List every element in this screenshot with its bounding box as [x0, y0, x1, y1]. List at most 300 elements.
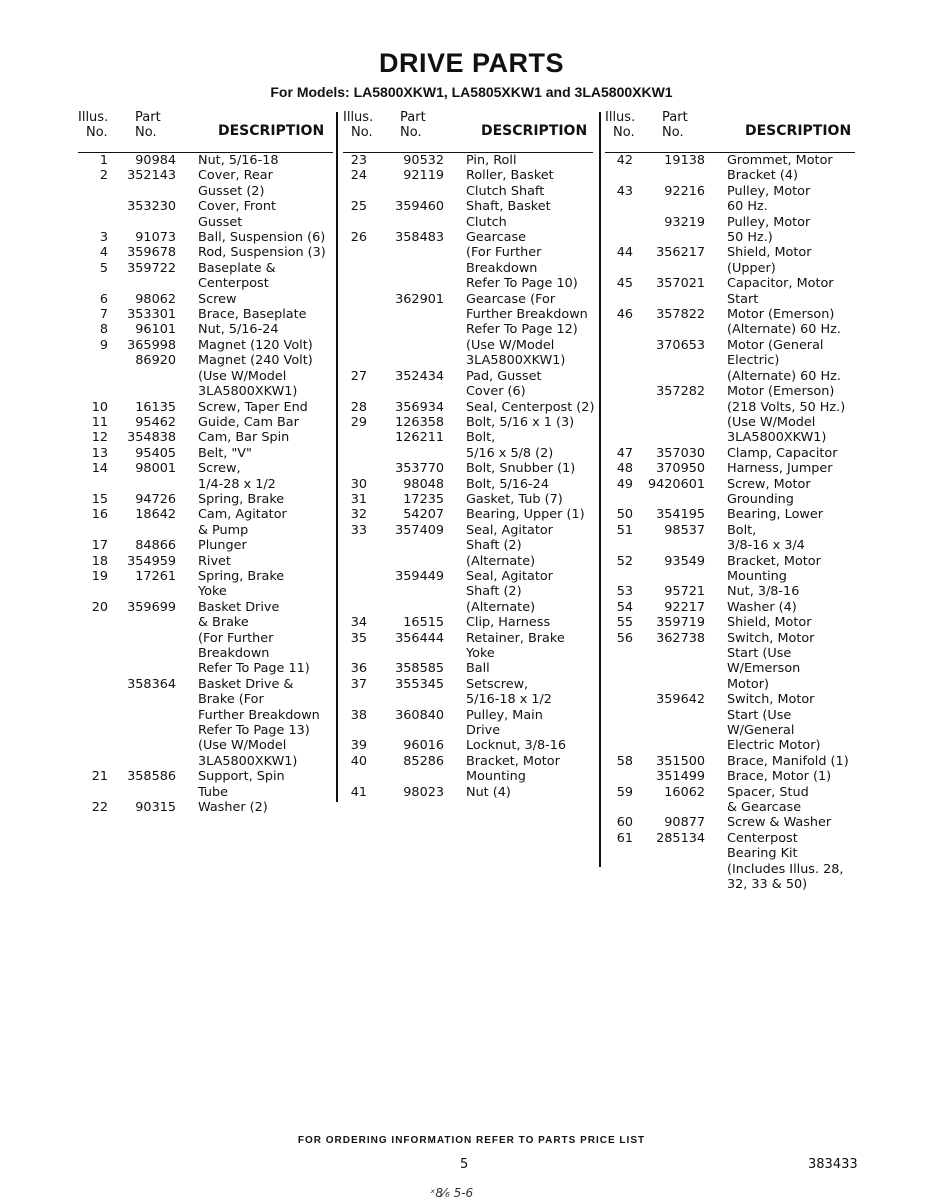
part-description: Screw, Motor: [727, 476, 811, 492]
part-description: Mounting: [466, 769, 526, 785]
part-description: Bolt, Snubber (1): [466, 461, 576, 477]
parts-row: [605, 569, 855, 584]
header-part: Part No.: [662, 110, 688, 140]
illus-number: [78, 199, 108, 214]
part-description: Baseplate &: [198, 260, 276, 276]
illus-number: 2: [99, 168, 108, 184]
part-number: [633, 846, 705, 861]
part-description: Brake (For: [198, 692, 264, 708]
illus-number: [78, 184, 108, 199]
parts-row: [78, 353, 333, 368]
part-description: Centerpost: [727, 830, 798, 846]
illus-number: 8: [99, 322, 108, 338]
illus-number: [78, 523, 108, 538]
parts-row: [343, 477, 593, 492]
parts-row: [78, 492, 333, 507]
part-number: [108, 276, 176, 291]
parts-row: [343, 538, 593, 553]
parts-row: [343, 199, 593, 214]
parts-column-1: [78, 110, 333, 815]
part-description: Bearing Kit: [727, 846, 798, 862]
parts-row: [605, 738, 855, 753]
parts-row: [343, 754, 593, 769]
illus-number: [605, 384, 633, 399]
parts-row: [605, 307, 855, 322]
part-number: [108, 692, 176, 707]
parts-row: [78, 261, 333, 276]
part-description: Harness, Jumper: [727, 461, 833, 477]
illus-number: [343, 261, 367, 276]
parts-row: [78, 723, 333, 738]
column-body: [78, 153, 333, 815]
illus-number: [343, 353, 367, 368]
part-number: [108, 215, 176, 230]
part-number: [367, 646, 444, 661]
part-description: Ball: [466, 661, 490, 677]
part-description: Brace, Manifold (1): [727, 753, 849, 769]
part-number: [367, 692, 444, 707]
illus-number: 13: [91, 445, 108, 461]
parts-row: [343, 723, 593, 738]
part-description: Motor (Emerson): [727, 307, 835, 323]
parts-row: [78, 507, 333, 522]
illus-number: [605, 338, 633, 353]
part-description: Belt, "V": [198, 445, 252, 461]
part-number: [108, 723, 176, 738]
part-description: Clamp, Capacitor: [727, 445, 838, 461]
part-description: (218 Volts, 50 Hz.): [727, 399, 846, 415]
parts-row: [605, 384, 855, 399]
parts-row: [343, 461, 593, 476]
illus-number: 61: [616, 830, 633, 846]
part-description: Cover, Front: [198, 199, 276, 215]
column-body: [605, 153, 855, 893]
parts-row: [343, 415, 593, 430]
part-number: [633, 400, 705, 415]
illus-number: 32: [350, 507, 367, 523]
parts-row: [605, 430, 855, 445]
illus-number: 5: [99, 260, 108, 276]
part-description: Magnet (120 Volt): [198, 337, 313, 353]
parts-row: [605, 168, 855, 183]
parts-row: [78, 554, 333, 569]
part-number: 353230: [127, 199, 176, 215]
part-number: 98537: [664, 522, 705, 538]
parts-row: [343, 569, 593, 584]
illus-number: [605, 430, 633, 445]
parts-row: [343, 523, 593, 538]
part-description: Refer To Page 11): [198, 661, 310, 677]
part-number: 358585: [395, 661, 444, 677]
illus-number: [605, 677, 633, 692]
illus-number: 19: [91, 568, 108, 584]
parts-row: [78, 153, 333, 168]
part-number: 90877: [664, 815, 705, 831]
part-number: 86920: [135, 353, 176, 369]
part-description: Nut, 3/8-16: [727, 584, 800, 600]
part-description: Support, Spin: [198, 769, 285, 785]
illus-number: [605, 168, 633, 183]
part-description: Plunger: [198, 538, 247, 554]
illus-number: [605, 846, 633, 861]
illus-number: 45: [616, 276, 633, 292]
part-description: Yoke: [198, 584, 227, 600]
part-description: Guide, Cam Bar: [198, 414, 299, 430]
part-description: Clutch: [466, 214, 507, 230]
parts-row: [605, 661, 855, 676]
part-description: Pulley, Motor: [727, 183, 811, 199]
part-number: 359642: [656, 692, 705, 708]
illus-number: [605, 769, 633, 784]
part-number: [367, 584, 444, 599]
part-number: 354959: [127, 553, 176, 569]
part-description: Bracket (4): [727, 168, 798, 184]
part-number: 360840: [395, 707, 444, 723]
illus-number: [343, 600, 367, 615]
part-number: [633, 569, 705, 584]
part-description: Brace, Motor (1): [727, 769, 832, 785]
illus-number: [78, 677, 108, 692]
parts-row: [78, 708, 333, 723]
part-number: 92216: [664, 183, 705, 199]
illus-number: 21: [91, 769, 108, 785]
illus-number: 10: [91, 399, 108, 415]
parts-row: [78, 800, 333, 815]
part-description: Rod, Suspension (3): [198, 245, 326, 261]
part-number: 358586: [127, 769, 176, 785]
illus-number: [343, 384, 367, 399]
part-number: 54207: [403, 507, 444, 523]
parts-row: [78, 661, 333, 676]
part-description: (Alternate) 60 Hz.: [727, 322, 841, 338]
parts-row: [78, 477, 333, 492]
part-description: Brace, Baseplate: [198, 307, 307, 323]
parts-row: [78, 600, 333, 615]
part-number: 356934: [395, 399, 444, 415]
page-title: DRIVE PARTS: [378, 48, 565, 78]
parts-row: [605, 369, 855, 384]
parts-row: [343, 153, 593, 168]
illus-number: [343, 769, 367, 784]
part-number: [633, 708, 705, 723]
part-description: (Use W/Model: [198, 368, 287, 384]
illus-number: [78, 708, 108, 723]
part-description: Bracket, Motor: [727, 553, 821, 569]
part-number: [108, 184, 176, 199]
parts-row: [343, 584, 593, 599]
illus-number: 27: [350, 368, 367, 384]
part-description: Pin, Roll: [466, 153, 517, 168]
part-description: Breakdown: [198, 646, 270, 661]
part-number: [633, 661, 705, 676]
parts-row: [343, 554, 593, 569]
part-number: 285134: [656, 830, 705, 846]
illus-number: 22: [91, 800, 108, 816]
part-number: [108, 384, 176, 399]
part-number: [108, 477, 176, 492]
part-description: (Use W/Model: [466, 337, 555, 353]
parts-row: [605, 785, 855, 800]
illus-number: [78, 754, 108, 769]
part-number: 357822: [656, 307, 705, 323]
part-description: 3LA5800XKW1): [466, 353, 566, 369]
part-number: 16515: [403, 615, 444, 631]
parts-row: [78, 400, 333, 415]
illus-number: 17: [91, 538, 108, 554]
part-number: 357409: [395, 522, 444, 538]
part-description: (Includes Illus. 28,: [727, 861, 844, 877]
parts-row: [343, 677, 593, 692]
part-description: Pulley, Main: [466, 707, 543, 723]
parts-row: [78, 677, 333, 692]
parts-row: [605, 615, 855, 630]
parts-row: [78, 692, 333, 707]
parts-row: [605, 862, 855, 877]
parts-row: [605, 261, 855, 276]
part-number: 362738: [656, 630, 705, 646]
part-number: 98062: [135, 291, 176, 307]
part-number: 359699: [127, 599, 176, 615]
illus-number: [343, 276, 367, 291]
part-description: Centerpost: [198, 276, 269, 292]
part-number: [108, 708, 176, 723]
part-number: [367, 600, 444, 615]
illus-number: 38: [350, 707, 367, 723]
part-description: Shaft (2): [466, 538, 522, 554]
parts-row: [343, 230, 593, 245]
parts-row: [605, 153, 855, 168]
parts-row: [605, 708, 855, 723]
part-description: Breakdown: [466, 260, 538, 276]
part-description: Electric Motor): [727, 738, 821, 754]
part-description: Bolt, 5/16-24: [466, 476, 549, 492]
part-number: [633, 430, 705, 445]
part-number: [108, 785, 176, 800]
illus-number: [343, 692, 367, 707]
parts-row: [343, 276, 593, 291]
illus-number: 47: [616, 445, 633, 461]
part-number: 16062: [664, 784, 705, 800]
illus-number: 34: [350, 615, 367, 631]
column-header: [605, 110, 855, 153]
illus-number: 40: [350, 753, 367, 769]
parts-row: [605, 754, 855, 769]
illus-number: 41: [350, 784, 367, 800]
part-number: 358483: [395, 230, 444, 246]
part-number: [108, 646, 176, 661]
parts-row: [605, 831, 855, 846]
part-number: [367, 554, 444, 569]
parts-row: [605, 584, 855, 599]
part-number: [633, 199, 705, 214]
illus-number: [343, 338, 367, 353]
parts-row: [605, 292, 855, 307]
illus-number: 50: [616, 507, 633, 523]
illus-number: 18: [91, 553, 108, 569]
illus-number: 9: [99, 337, 108, 353]
parts-row: [78, 415, 333, 430]
part-number: 17261: [135, 568, 176, 584]
parts-row: [605, 353, 855, 368]
illus-number: [78, 661, 108, 676]
part-number: 354195: [656, 507, 705, 523]
parts-row: [343, 615, 593, 630]
part-number: [367, 353, 444, 368]
part-description: Motor (General: [727, 337, 824, 353]
part-number: [108, 523, 176, 538]
part-description: Motor (Emerson): [727, 384, 835, 400]
illus-number: [605, 569, 633, 584]
part-number: 352434: [395, 368, 444, 384]
part-number: [633, 723, 705, 738]
parts-row: [605, 338, 855, 353]
illus-number: [343, 292, 367, 307]
parts-row: [78, 446, 333, 461]
illus-number: 29: [350, 414, 367, 430]
illus-number: [605, 877, 633, 892]
parts-row: [78, 461, 333, 476]
part-number: [633, 168, 705, 183]
illus-number: [343, 215, 367, 230]
parts-column-3: [605, 110, 855, 893]
part-number: [633, 292, 705, 307]
illus-number: [343, 430, 367, 445]
parts-row: [605, 477, 855, 492]
illus-number: 30: [350, 476, 367, 492]
illus-number: [78, 738, 108, 753]
parts-row: [78, 215, 333, 230]
part-number: 85286: [403, 753, 444, 769]
parts-row: [78, 199, 333, 214]
parts-row: [605, 400, 855, 415]
part-number: 19138: [664, 153, 705, 168]
part-number: 93549: [664, 553, 705, 569]
illus-number: 25: [350, 199, 367, 215]
illus-number: [605, 230, 633, 245]
column-divider-2: [599, 112, 601, 867]
illus-number: [343, 446, 367, 461]
part-description: Nut, 5/16-24: [198, 322, 279, 338]
illus-number: [605, 369, 633, 384]
illus-number: [343, 723, 367, 738]
parts-row: [343, 245, 593, 260]
part-description: 3LA5800XKW1): [727, 430, 827, 446]
parts-row: [605, 538, 855, 553]
parts-row: [343, 261, 593, 276]
illus-number: 48: [616, 461, 633, 477]
illus-number: [78, 646, 108, 661]
parts-row: [343, 215, 593, 230]
part-description: (Alternate): [466, 553, 536, 569]
parts-row: [78, 384, 333, 399]
part-number: [367, 538, 444, 553]
part-description: Cam, Agitator: [198, 507, 287, 523]
part-number: [367, 261, 444, 276]
part-number: [108, 738, 176, 753]
column-header: [343, 110, 593, 153]
part-number: 92119: [403, 168, 444, 184]
part-number: [633, 877, 705, 892]
part-description: Spring, Brake: [198, 568, 285, 584]
part-number: 370950: [656, 461, 705, 477]
illus-number: [605, 415, 633, 430]
part-description: W/General: [727, 723, 795, 739]
part-description: 50 Hz.): [727, 230, 773, 246]
part-number: 351500: [656, 753, 705, 769]
parts-row: [343, 369, 593, 384]
illus-number: 1: [99, 153, 108, 168]
part-number: 98023: [403, 784, 444, 800]
illus-number: 28: [350, 399, 367, 415]
part-description: Start (Use: [727, 646, 792, 661]
part-description: Spring, Brake: [198, 491, 285, 507]
illus-number: 12: [91, 430, 108, 446]
parts-row: [343, 338, 593, 353]
part-number: [367, 276, 444, 291]
parts-row: [605, 184, 855, 199]
part-description: Gearcase: [466, 230, 527, 246]
illus-number: 31: [350, 491, 367, 507]
part-description: Refer To Page 13): [198, 723, 310, 739]
part-number: [108, 631, 176, 646]
part-description: Shaft, Basket: [466, 199, 551, 215]
illus-number: 23: [350, 153, 367, 168]
part-description: Bolt,: [727, 522, 757, 538]
header-description: DESCRIPTION: [745, 123, 852, 139]
part-number: [633, 800, 705, 815]
parts-row: [78, 307, 333, 322]
part-number: [367, 322, 444, 337]
part-number: 95405: [135, 445, 176, 461]
part-description: Bearing, Lower: [727, 507, 824, 523]
illus-number: [343, 461, 367, 476]
illus-number: [78, 615, 108, 630]
illus-number: 7: [99, 307, 108, 323]
part-number: 95462: [135, 414, 176, 430]
part-description: Screw & Washer: [727, 815, 832, 831]
parts-row: [78, 168, 333, 183]
part-number: [633, 862, 705, 877]
illus-number: [605, 353, 633, 368]
parts-row: [343, 507, 593, 522]
part-number: 9420601: [648, 476, 705, 492]
illus-number: 36: [350, 661, 367, 677]
parts-row: [78, 646, 333, 661]
part-description: Further Breakdown: [466, 307, 588, 323]
illus-number: 20: [91, 599, 108, 615]
parts-row: [78, 538, 333, 553]
parts-row: [605, 769, 855, 784]
parts-row: [343, 708, 593, 723]
part-description: Refer To Page 12): [466, 322, 578, 338]
illus-number: 4: [99, 245, 108, 261]
part-description: Washer (4): [727, 599, 797, 615]
part-description: (For Further: [198, 630, 274, 646]
part-number: [633, 369, 705, 384]
part-description: Clip, Harness: [466, 615, 551, 631]
part-number: 90315: [135, 800, 176, 816]
parts-row: [605, 415, 855, 430]
parts-row: [343, 631, 593, 646]
part-description: Locknut, 3/8-16: [466, 738, 567, 754]
illus-number: 51: [616, 522, 633, 538]
parts-row: [605, 646, 855, 661]
parts-row: [605, 230, 855, 245]
part-description: Screw, Taper End: [198, 399, 308, 415]
illus-number: [78, 477, 108, 492]
illus-number: [343, 646, 367, 661]
parts-row: [78, 245, 333, 260]
